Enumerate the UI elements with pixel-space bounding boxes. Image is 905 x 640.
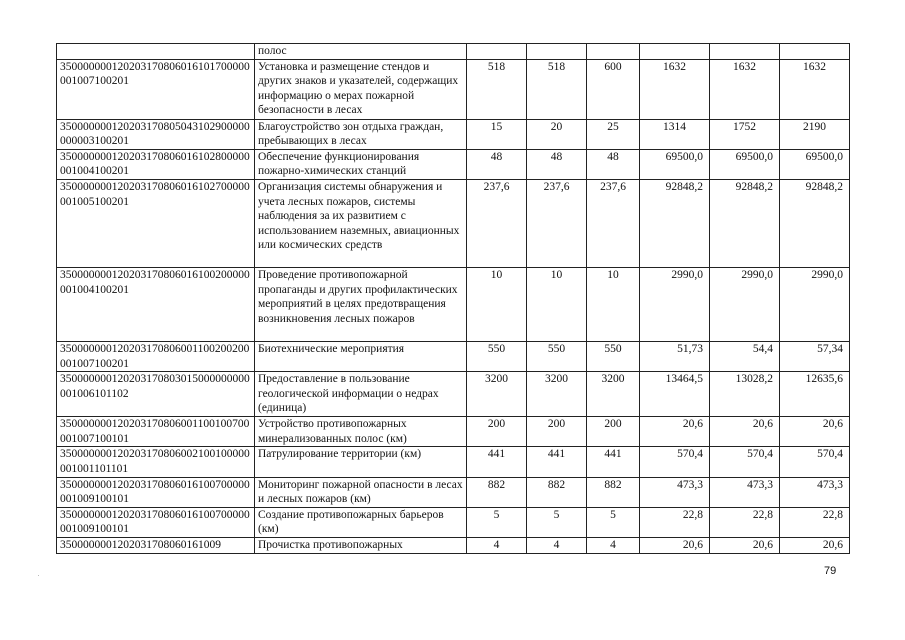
code-cell: 350000000120203170806016102700000001005100201 (57, 179, 255, 267)
code-cell: 350000000120203170806001100100700001007100101 (57, 417, 255, 447)
value-cell: 69500,0 (710, 149, 780, 179)
code-cell: 350000000120203170806016100200000001004100201 (57, 267, 255, 341)
code-cell: 350000000120203170806016100700000001009100101 (57, 507, 255, 537)
value-cell: 570,4 (780, 447, 850, 477)
value-cell: 22,8 (780, 507, 850, 537)
value-cell: 2990,0 (710, 267, 780, 341)
value-cell: 22,8 (640, 507, 710, 537)
value-cell: 3200 (467, 372, 527, 417)
table-body (57, 44, 850, 554)
value-cell: 1632 (640, 59, 710, 119)
value-cell: 2990,0 (640, 267, 710, 341)
value-cell (640, 44, 710, 60)
table-row (57, 341, 850, 371)
value-cell: 200 (587, 417, 640, 447)
value-cell: 5 (467, 507, 527, 537)
table-row (57, 507, 850, 537)
code-cell: 350000000120203170806001100200200001007100201 (57, 341, 255, 371)
value-cell: 20,6 (780, 537, 850, 553)
value-cell: 550 (467, 341, 527, 371)
name-cell: полос (255, 44, 467, 60)
value-cell: 4 (587, 537, 640, 553)
page-number: 79 (824, 565, 837, 577)
budget-table (56, 43, 850, 554)
value-cell: 2190 (780, 119, 850, 149)
value-cell: 12635,6 (780, 372, 850, 417)
value-cell: 882 (527, 477, 587, 507)
value-cell: 441 (467, 447, 527, 477)
name-cell: Благоустройство зон отдыха граждан, пребывающих в лесах (255, 119, 467, 149)
value-cell: 1632 (780, 59, 850, 119)
value-cell: 3200 (527, 372, 587, 417)
value-cell: 441 (587, 447, 640, 477)
value-cell: 10 (467, 267, 527, 341)
table-row (57, 119, 850, 149)
table-row (57, 44, 850, 60)
name-cell: Патрулирование территории (км) (255, 447, 467, 477)
code-cell: 350000000120203170806016100700000001009100101 (57, 477, 255, 507)
code-cell: 350000000120203170806016101700000001007100201 (57, 59, 255, 119)
table-row (57, 477, 850, 507)
value-cell (710, 44, 780, 60)
value-cell: 13028,2 (710, 372, 780, 417)
value-cell: 237,6 (527, 179, 587, 267)
value-cell: 550 (527, 341, 587, 371)
value-cell: 51,73 (640, 341, 710, 371)
value-cell (467, 44, 527, 60)
value-cell: 473,3 (780, 477, 850, 507)
code-cell: 3500000001202031708060161009 (57, 537, 255, 553)
scan-speck (38, 575, 39, 576)
name-cell: Проведение противопожарной пропаганды и других профилактических мероприятий в целях предотвращения возникновения лесных пожаров (255, 267, 467, 341)
value-cell: 57,34 (780, 341, 850, 371)
value-cell: 4 (527, 537, 587, 553)
value-cell: 92848,2 (640, 179, 710, 267)
name-cell: Предоставление в пользование геологической информации о недрах (единица) (255, 372, 467, 417)
value-cell: 550 (587, 341, 640, 371)
value-cell: 882 (467, 477, 527, 507)
name-cell: Устройство противопожарных минерализованных полос (км) (255, 417, 467, 447)
value-cell: 25 (587, 119, 640, 149)
value-cell: 5 (527, 507, 587, 537)
name-cell: Организация системы обнаружения и учета лесных пожаров, системы наблюдения за их развитием с использованием наземных, авиационных или космических средств (255, 179, 467, 267)
table-row (57, 59, 850, 119)
value-cell: 69500,0 (780, 149, 850, 179)
name-cell: Прочистка противопожарных (255, 537, 467, 553)
name-cell: Биотехнические мероприятия (255, 341, 467, 371)
value-cell: 200 (467, 417, 527, 447)
value-cell: 237,6 (587, 179, 640, 267)
table-row (57, 447, 850, 477)
value-cell: 20,6 (710, 417, 780, 447)
code-cell (57, 44, 255, 60)
value-cell (780, 44, 850, 60)
table-row (57, 417, 850, 447)
value-cell: 473,3 (710, 477, 780, 507)
value-cell: 15 (467, 119, 527, 149)
table-row (57, 537, 850, 553)
value-cell: 1314 (640, 119, 710, 149)
value-cell: 20,6 (710, 537, 780, 553)
code-cell: 350000000120203170806016102800000001004100201 (57, 149, 255, 179)
table-row (57, 149, 850, 179)
value-cell: 92848,2 (780, 179, 850, 267)
value-cell: 518 (527, 59, 587, 119)
value-cell: 13464,5 (640, 372, 710, 417)
value-cell: 20,6 (640, 417, 710, 447)
table-row (57, 179, 850, 267)
value-cell: 2990,0 (780, 267, 850, 341)
value-cell (527, 44, 587, 60)
value-cell: 54,4 (710, 341, 780, 371)
name-cell: Мониторинг пожарной опасности в лесах и лесных пожаров (км) (255, 477, 467, 507)
value-cell: 92848,2 (710, 179, 780, 267)
code-cell: 350000000120203170803015000000000001006101102 (57, 372, 255, 417)
value-cell: 48 (527, 149, 587, 179)
value-cell: 441 (527, 447, 587, 477)
value-cell: 10 (587, 267, 640, 341)
value-cell: 3200 (587, 372, 640, 417)
value-cell: 882 (587, 477, 640, 507)
value-cell: 237,6 (467, 179, 527, 267)
value-cell: 5 (587, 507, 640, 537)
value-cell (587, 44, 640, 60)
value-cell: 518 (467, 59, 527, 119)
value-cell: 10 (527, 267, 587, 341)
value-cell: 20,6 (640, 537, 710, 553)
value-cell: 1752 (710, 119, 780, 149)
table-row (57, 372, 850, 417)
value-cell: 4 (467, 537, 527, 553)
value-cell: 48 (467, 149, 527, 179)
value-cell: 69500,0 (640, 149, 710, 179)
code-cell: 350000000120203170805043102900000000003100201 (57, 119, 255, 149)
value-cell: 48 (587, 149, 640, 179)
value-cell: 570,4 (710, 447, 780, 477)
value-cell: 22,8 (710, 507, 780, 537)
name-cell: Обеспечение функционирования пожарно-химических станций (255, 149, 467, 179)
value-cell: 20 (527, 119, 587, 149)
value-cell: 570,4 (640, 447, 710, 477)
value-cell: 200 (527, 417, 587, 447)
value-cell: 600 (587, 59, 640, 119)
value-cell: 1632 (710, 59, 780, 119)
value-cell: 473,3 (640, 477, 710, 507)
value-cell: 20,6 (780, 417, 850, 447)
table-row (57, 267, 850, 341)
code-cell: 350000000120203170806002100100000001001101101 (57, 447, 255, 477)
name-cell: Установка и размещение стендов и других знаков и указателей, содержащих информацию о мерах пожарной безопасности в лесах (255, 59, 467, 119)
name-cell: Создание противопожарных барьеров (км) (255, 507, 467, 537)
